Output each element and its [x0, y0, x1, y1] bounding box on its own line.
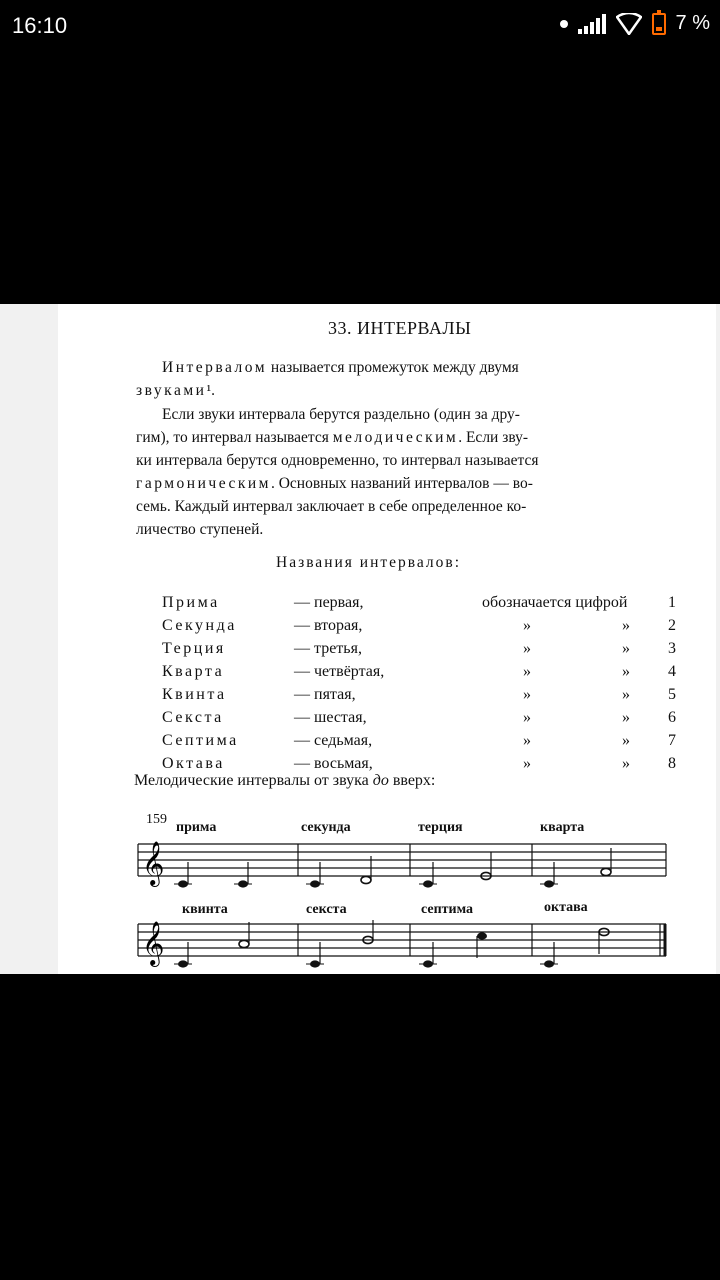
staff-1-lines [136, 840, 670, 892]
p1-text: называется промежуток между двумя [267, 359, 519, 376]
table-row [162, 640, 682, 663]
svg-text:𝄞: 𝄞 [142, 841, 165, 885]
notification-dot-icon [560, 20, 568, 28]
interval-name: Квинта [162, 686, 227, 703]
interval-ordinal: — шестая, [294, 709, 367, 726]
p2-line-6: личество ступеней. [136, 521, 264, 538]
ditto-mark: » [523, 640, 531, 657]
music-staff-1 [136, 812, 670, 892]
interval-ordinal: — четвёртая, [294, 663, 385, 680]
p2-line-4 [136, 472, 684, 495]
staff-label: секунда [301, 820, 351, 835]
interval-number: 3 [668, 640, 676, 657]
ditto-mark: » [523, 663, 531, 680]
interval-name: Секста [162, 709, 224, 726]
signal-icon [578, 14, 606, 34]
interval-name: Септима [162, 732, 239, 749]
table-row [162, 617, 682, 640]
paragraph-2 [136, 403, 684, 541]
interval-number: 6 [668, 709, 676, 726]
ditto-mark: » [622, 617, 630, 634]
ditto-mark: » [622, 732, 630, 749]
p2-line-3: ки интервала берутся одновременно, то интервал называется [136, 452, 539, 469]
interval-name: Октава [162, 755, 225, 772]
term-harmonic: гармоническим [136, 475, 271, 492]
staff-label: прима [176, 820, 217, 835]
ditto-mark: » [523, 755, 531, 772]
footnote-mark: ¹. [206, 382, 215, 399]
table-row [162, 732, 682, 755]
p2-line-2-c: . Если зву- [458, 429, 529, 446]
p2-line-4-b: . Основных названий интервалов — во- [270, 475, 533, 492]
term-sounds: звуками [136, 382, 207, 399]
ditto-mark: » [622, 640, 630, 657]
battery-icon [652, 13, 666, 35]
status-time: 16:10 [12, 13, 68, 38]
paragraph-1-line-2 [136, 379, 684, 402]
interval-ordinal: — третья, [294, 640, 362, 657]
intervals-subtitle: Названия интервалов: [276, 554, 462, 571]
interval-number: 8 [668, 755, 676, 772]
table-row [162, 709, 682, 732]
interval-name: Секунда [162, 617, 237, 634]
interval-ordinal: — седьмая, [294, 732, 373, 749]
staff-label: секста [306, 902, 347, 917]
ditto-mark: » [523, 709, 531, 726]
table-row [162, 686, 682, 709]
intervals-table [162, 594, 682, 778]
p2-line-2 [136, 426, 684, 449]
melodic-caption-c: вверх: [388, 772, 436, 789]
interval-ordinal: — первая, [294, 594, 364, 611]
staff-label: квинта [182, 902, 228, 917]
interval-ordinal: — вторая, [294, 617, 363, 634]
staff-label: кварта [540, 820, 585, 835]
ditto-mark: » [622, 663, 630, 680]
table-row [162, 663, 682, 686]
melodic-caption-note: до [372, 772, 389, 789]
image-viewer[interactable] [0, 304, 720, 974]
example-number: 159 [146, 812, 167, 827]
ditto-mark: » [523, 617, 531, 634]
p2-line-5: семь. Каждый интервал заключает в себе определенное ко- [136, 498, 527, 515]
ditto-mark: » [622, 686, 630, 703]
staff-label: септима [421, 902, 474, 917]
interval-name: Кварта [162, 663, 225, 680]
interval-name: Терция [162, 640, 226, 657]
p2-line-1: Если звуки интервала берутся раздельно (один за дру- [162, 406, 520, 423]
interval-number: 2 [668, 617, 676, 634]
term-interval: Интервалом [162, 359, 268, 376]
status-icons [560, 12, 710, 35]
status-bar [0, 0, 720, 52]
term-melodic: мелодическим [332, 429, 459, 446]
staff-label: октава [544, 900, 588, 915]
music-staff-2 [136, 896, 670, 972]
staff-label: терция [418, 820, 463, 835]
interval-ordinal: — пятая, [294, 686, 356, 703]
ditto-mark: » [523, 686, 531, 703]
document-page [58, 304, 716, 974]
battery-percent: 7 % [675, 12, 710, 34]
interval-ordinal: — восьмая, [294, 755, 373, 772]
interval-name: Прима [162, 594, 220, 611]
page-title: 33. ИНТЕРВАЛЫ [328, 318, 472, 338]
staff-2-lines [136, 920, 670, 972]
ditto-mark: » [523, 732, 531, 749]
ditto-mark: » [622, 755, 630, 772]
interval-number: 5 [668, 686, 676, 703]
ditto-mark: » [622, 709, 630, 726]
interval-number: 4 [668, 663, 676, 680]
melodic-intervals-caption [134, 772, 435, 790]
p2-line-2-a: гим), то интервал называется [136, 429, 333, 446]
paragraph-1-line-1 [136, 356, 684, 379]
interval-number: 1 [668, 594, 676, 611]
interval-number: 7 [668, 732, 676, 749]
svg-text:𝄞: 𝄞 [142, 921, 165, 965]
paragraph-1 [136, 356, 684, 402]
table-row [162, 594, 682, 617]
notation-header: обозначается цифрой [482, 594, 628, 611]
melodic-caption-a: Мелодические интервалы от звука [134, 772, 373, 789]
wifi-icon [616, 13, 642, 35]
